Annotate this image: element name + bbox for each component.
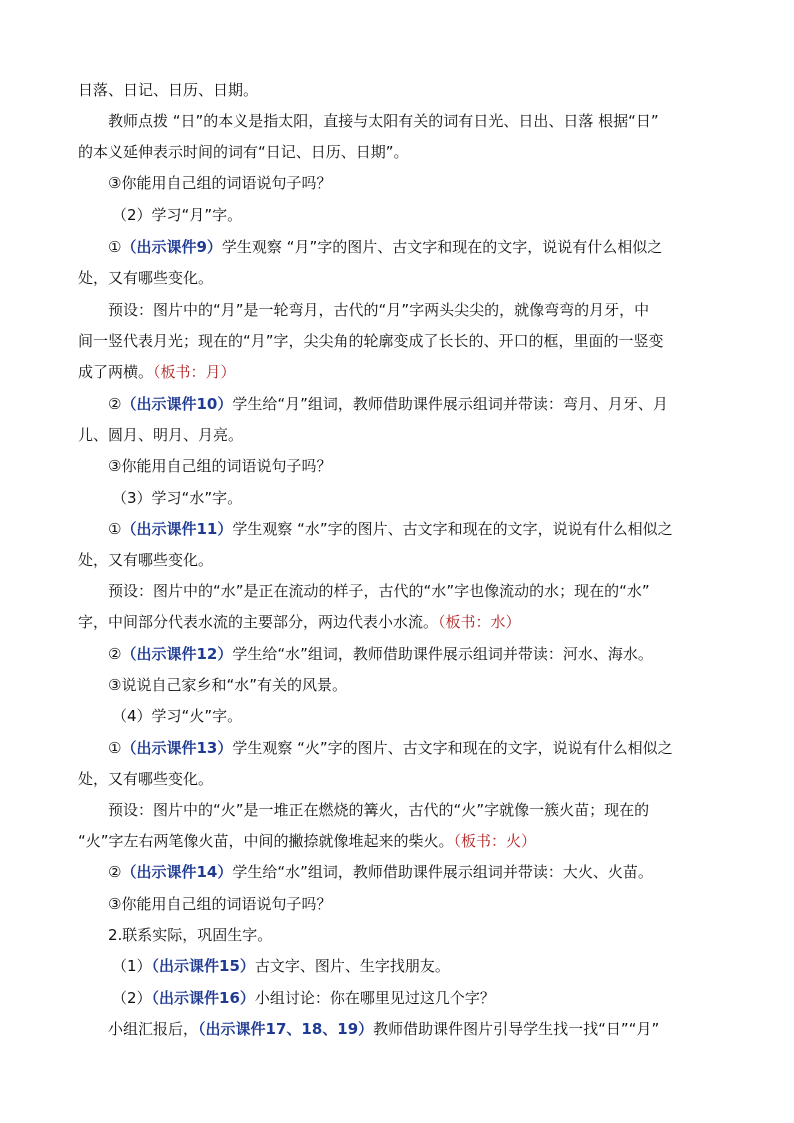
section-heading: 2.联系实际，巩固生字。 — [108, 926, 273, 944]
text-line: ③说说自己家乡和“水”有关的风景。 — [108, 676, 347, 694]
blackboard-note: （板书：水） — [438, 613, 521, 631]
text-line: 成了两横。（板书：月） — [78, 363, 236, 381]
text-line: ②（出示课件14）学生给“水”组词，教师借助课件展示组词并带读：大火、火苗。 — [108, 863, 653, 881]
section-heading: （2）学习“月”字。 — [112, 206, 243, 224]
text-line: 字，中间部分代表水流的主要部分，两边代表小水流。（板书：水） — [78, 613, 521, 631]
blackboard-note: （板书：月） — [153, 363, 236, 381]
text-line: 处，又有哪些变化。 — [78, 269, 214, 287]
courseware-tag: （出示课件11） — [121, 520, 233, 538]
text-line: ③你能用自己组的词语说句子吗？ — [108, 895, 332, 913]
courseware-tag: （出示课件10） — [121, 395, 233, 413]
text-line: 的本义延伸表示时间的词有“日记、日历、日期”。 — [78, 143, 409, 161]
text-line: 间一竖代表月光；现在的“月”字，尖尖角的轮廓变成了长长的、开口的框，里面的一竖变 — [78, 332, 664, 350]
courseware-tag: （出示课件12） — [121, 645, 233, 663]
text-line: 儿、圆月、明月、月亮。 — [78, 426, 244, 444]
text-line: ①（出示课件11）学生观察 “水”字的图片、古文字和现在的文字，说说有什么相似之 — [108, 520, 673, 538]
text-line: ①（出示课件13）学生观察 “火”字的图片、古文字和现在的文字，说说有什么相似之 — [108, 739, 673, 757]
courseware-tag: （出示课件13） — [121, 739, 233, 757]
courseware-tag: （出示课件16） — [151, 989, 255, 1007]
text-line: （1）（出示课件15）古文字、图片、生字找朋友。 — [112, 957, 450, 975]
text-line: 处，又有哪些变化。 — [78, 770, 214, 788]
section-heading: （3）学习“水”字。 — [112, 489, 243, 507]
text-line: ③你能用自己组的词语说句子吗？ — [108, 457, 332, 475]
courseware-tag: （出示课件15） — [151, 957, 255, 975]
text-line: ②（出示课件12）学生给“水”组词，教师借助课件展示组词并带读：河水、海水。 — [108, 645, 653, 663]
courseware-tag: （出示课件14） — [121, 863, 233, 881]
text-line: 预设：图片中的“水”是正在流动的样子，古代的“水”字也像流动的水；现在的“水” — [108, 582, 650, 600]
text-line: 预设：图片中的“火”是一堆正在燃烧的篝火，古代的“火”字就像一簇火苗；现在的 — [108, 801, 650, 819]
text-line: 处，又有哪些变化。 — [78, 551, 214, 569]
text-line: （2）（出示课件16）小组讨论：你在哪里见过这几个字？ — [112, 989, 495, 1007]
courseware-tag: （出示课件17、18、19） — [198, 1020, 374, 1038]
text-line: 日落、日记、日历、日期。 — [78, 81, 259, 99]
text-line: ②（出示课件10）学生给“月”组词，教师借助课件展示组词并带读：弯月、月牙、月 — [108, 395, 668, 413]
section-heading: （4）学习“火”字。 — [112, 707, 243, 725]
courseware-tag: （出示课件9） — [121, 238, 222, 256]
text-line: ③你能用自己组的词语说句子吗？ — [108, 174, 332, 192]
text-line: ①（出示课件9）学生观察 “月”字的图片、古文字和现在的文字，说说有什么相似之 — [108, 238, 663, 256]
blackboard-note: （板书：火） — [453, 832, 537, 850]
text-line: 预设：图片中的“月”是一轮弯月，古代的“月”字两头尖尖的，就像弯弯的月牙，中 — [108, 301, 650, 319]
text-line: 小组汇报后，（出示课件17、18、19）教师借助课件图片引导学生找一找“日”“月” — [108, 1020, 660, 1038]
text-line: 教师点拨 “日”的本义是指太阳，直接与太阳有关的词有日光、日出、日落 根据“日” — [108, 112, 659, 130]
text-line: “火”字左右两笔像火苗，中间的撇捺就像堆起来的柴火。（板书：火） — [78, 832, 537, 850]
